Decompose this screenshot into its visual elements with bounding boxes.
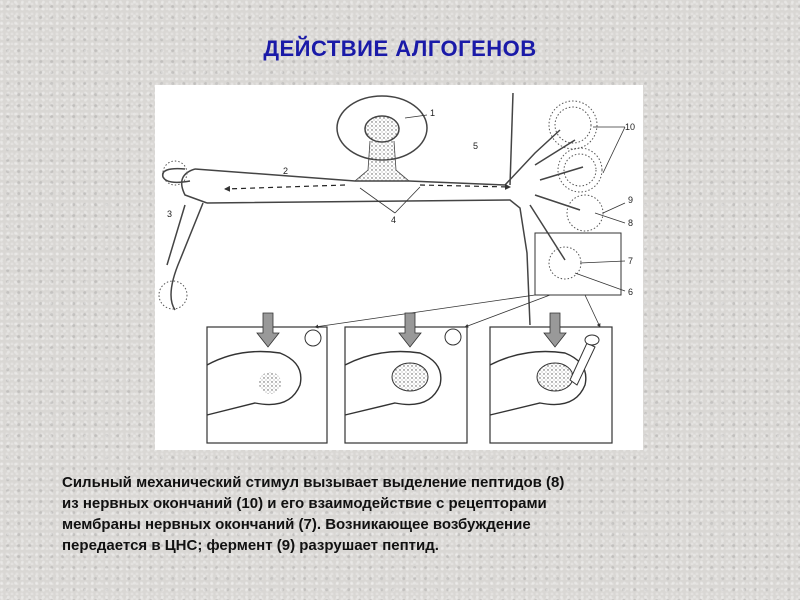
caption-line: мембраны нервных окончаний (7). Возникающее возбуждение	[62, 516, 531, 533]
stage-panel-3	[490, 313, 612, 443]
stage-panel-2	[345, 313, 467, 443]
label-9: 9	[628, 195, 634, 205]
right-branch-3	[535, 195, 580, 210]
label-6: 6	[628, 287, 634, 297]
label-7: 7	[628, 256, 634, 266]
neuron-drawing	[163, 93, 583, 325]
label-5: 5	[473, 141, 479, 151]
stage-panel-1	[207, 313, 327, 443]
label-4: 4	[391, 215, 397, 225]
axon-left-end	[182, 169, 207, 203]
inset-box	[535, 233, 621, 295]
label-1: 1	[430, 108, 436, 118]
label-2: 2	[283, 166, 289, 176]
axon-lower	[207, 200, 530, 325]
caption-line: из нервных окончаний (10) и его взаимодействие с рецепторами	[62, 495, 547, 512]
label-3: 3	[167, 209, 173, 219]
pointer-lines	[360, 115, 625, 291]
right-branch-1	[535, 140, 575, 165]
left-branch-upper	[163, 169, 190, 183]
caption-line: Сильный механический стимул вызывает выделение пептидов (8)	[62, 474, 565, 491]
nucleus	[365, 116, 399, 142]
caption	[62, 472, 762, 556]
axon-hillock	[355, 141, 409, 181]
label-10: 10	[625, 122, 636, 132]
right-branch-2	[540, 167, 583, 180]
transport-arrows	[225, 185, 510, 189]
axon-right-trunk	[510, 93, 513, 185]
caption-line: передается в ЦНС; фермент (9) разрушает пептид.	[62, 537, 439, 554]
algogen-diagram	[155, 85, 643, 450]
left-branch-lower	[167, 203, 203, 310]
label-8: 8	[628, 218, 634, 228]
slide-title: ДЕЙСТВИЕ АЛГОГЕНОВ	[263, 36, 537, 61]
